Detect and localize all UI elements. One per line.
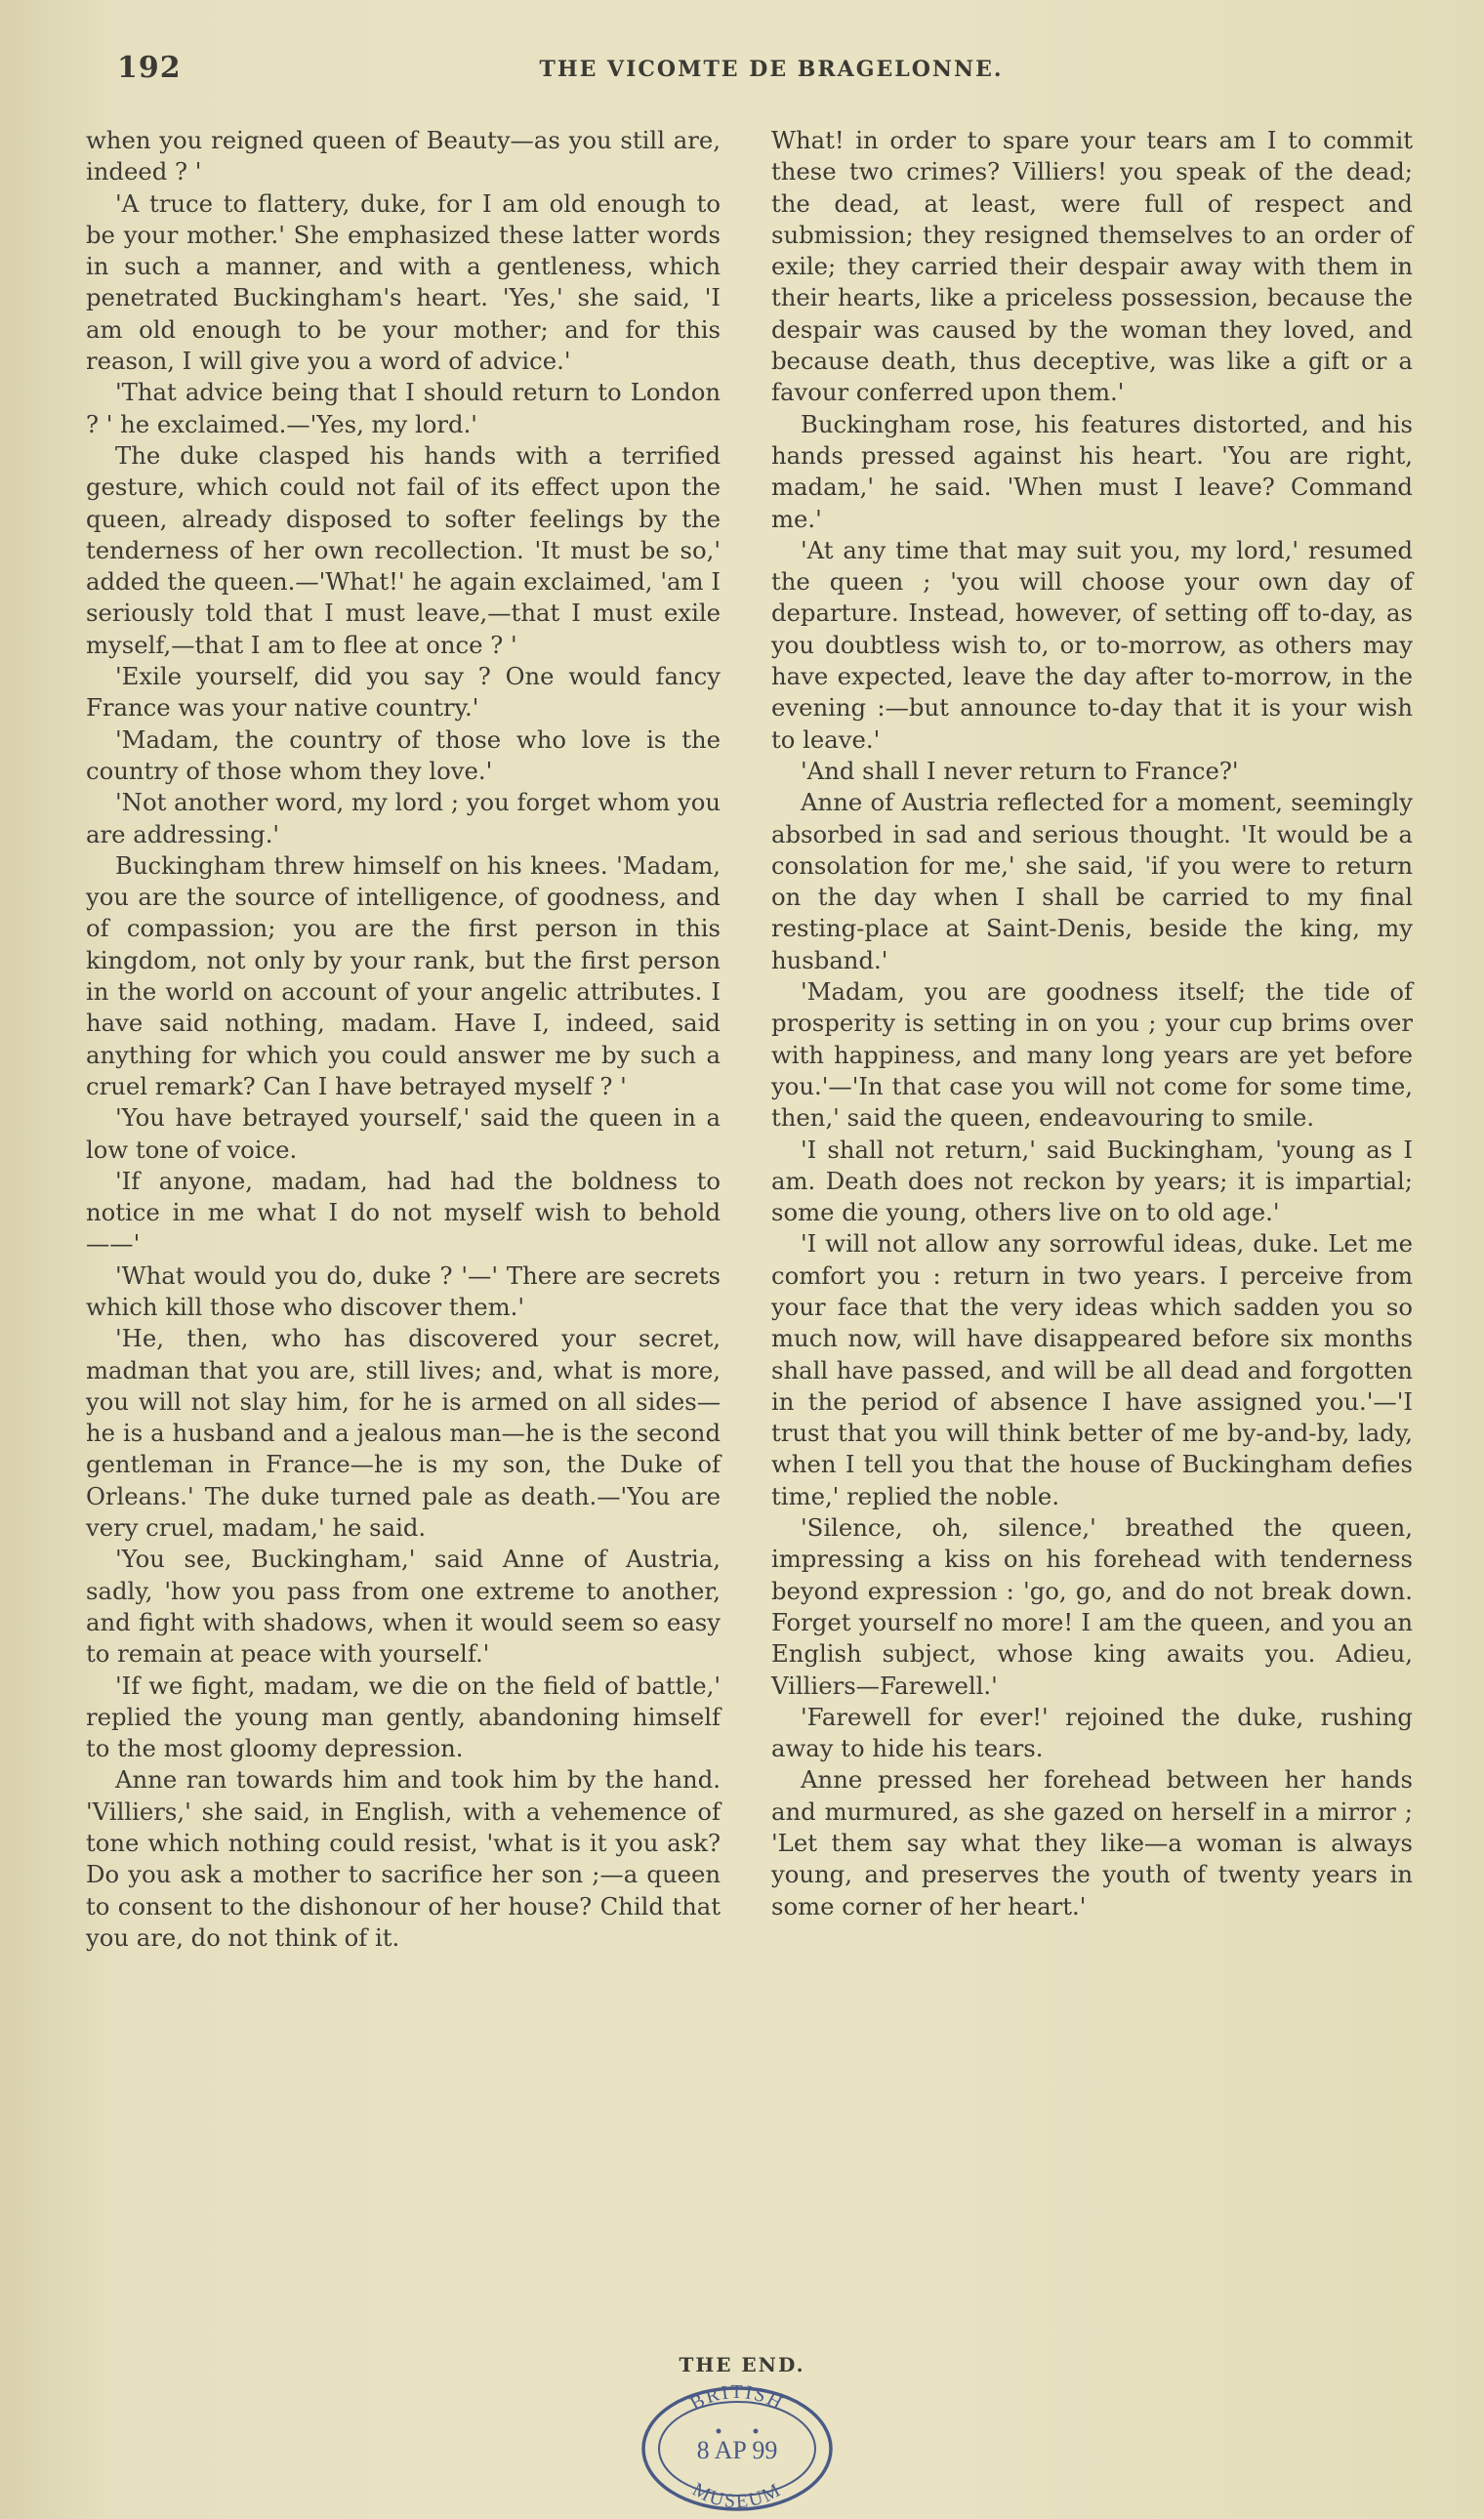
stamp-date: 8 AP 99 [696, 2436, 778, 2464]
paragraph: 'You have betrayed yourself,' said the queen in a low tone of voice. [86, 1103, 721, 1164]
paragraph: 'If anyone, madam, had had the boldness to notice in me what I do not myself wish to behold——' [86, 1166, 721, 1259]
paragraph: The duke clasped his hands with a terrified gesture, which could not fail of its effect upon the queen, already disposed to softer feelings by the tenderness of her own recollection. 'It must be so,' added the queen.—'What!' he again exclaimed, 'am I seriously told that I must leave,—that I must exile myself,—that I am to flee at once ? ' [86, 440, 721, 659]
stamp-dot-right [754, 2429, 759, 2434]
stamp-bottom-text: MUSEUM [688, 2478, 786, 2512]
paragraph: Anne pressed her forehead between her hands and murmured, as she gazed on herself in a mirror ; 'Let them say what they like—a woman is always young, and preserves the youth of twenty years in some corner of her heart.' [771, 1765, 1413, 1920]
running-title: THE VICOMTE DE BRAGELONNE. [539, 57, 1004, 82]
stamp-top-text: BRITISH [686, 2380, 788, 2416]
right-text-column [771, 125, 1413, 1922]
paragraph: 'A truce to flattery, duke, for I am old enough to be your mother.' She emphasized these latter words in such a manner, and with a gentleness, which penetrated Buckingham's heart. 'Yes,' she said, 'I am old enough to be your mother; and for this reason, I will give you a word of advice.' [86, 188, 721, 376]
paragraph: when you reigned queen of Beauty—as you still are, indeed ? ' [86, 126, 721, 186]
paragraph: 'Exile yourself, did you say ? One would fancy France was your native country.' [86, 662, 721, 723]
page-number: 192 [117, 51, 182, 85]
paragraph: 'If we fight, madam, we die on the field of battle,' replied the young man gently, abandoning himself to the most gloomy depression. [86, 1671, 721, 1763]
paragraph: 'And shall I never return to France?' [801, 756, 1239, 785]
left-text-column [86, 125, 721, 1954]
paragraph: 'Madam, you are goodness itself; the tide of prosperity is setting in on you ; your cup brims over with happiness, and many long years are yet before you.'—'In that case you will not come for some time, then,' said the queen, endeavouring to smile. [771, 977, 1413, 1133]
paragraph: 'What would you do, duke ? '—' There are secrets which kill those who discover them.' [86, 1260, 721, 1321]
the-end-label: THE END. [679, 2353, 805, 2376]
paragraph: What! in order to spare your tears am I to commit these two crimes? Villiers! you speak of the dead; the dead, at least, were full of respect and submission; they resigned themselves to an order of exile; they carried their despair away with them in their hearts, like a priceless possession, because the despair was caused by the woman they loved, and because death, thus deceptive, was like a gift or a favour conferred upon them.' [771, 126, 1413, 407]
paragraph: 'You see, Buckingham,' said Anne of Austria, sadly, 'how you pass from one extreme to another, and fight with shadows, when it would seem so easy to remain at peace with yourself.' [86, 1545, 721, 1669]
page-header [117, 51, 1425, 90]
paragraph: 'Not another word, my lord ; you forget whom you are addressing.' [86, 788, 721, 848]
paragraph: 'Madam, the country of those who love is the country of those whom they love.' [86, 724, 721, 785]
stamp-dot-left [717, 2429, 721, 2434]
paragraph: 'Silence, oh, silence,' breathed the queen, impressing a kiss on his forehead with tenderness beyond expression : 'go, go, and do not break down. Forget yourself no more! I am the queen, and you an English subject, whose king awaits you. Adieu, Villiers—Farewell.' [771, 1513, 1413, 1700]
paragraph: 'I shall not return,' said Buckingham, 'young as I am. Death does not reckon by years; it is impartial; some die young, others live on to old age.' [771, 1135, 1413, 1227]
paragraph: 'He, then, who has discovered your secret, madman that you are, still lives; and, what is more, you will not slay him, for he is armed on all sides—he is a husband and a jealous man—he is the second gentleman in France—he is my son, the Duke of Orleans.' The duke turned pale as death.—'You are very cruel, madam,' he said. [86, 1324, 721, 1543]
paragraph: Anne of Austria reflected for a moment, seemingly absorbed in sad and serious thought. 'It would be a consolation for me,' she said, 'if you were to return on the day when I shall be carried to my final resting-place at Saint-Denis, beside the king, my husband.' [771, 788, 1413, 974]
paragraph: 'I will not allow any sorrowful ideas, duke. Let me comfort you : return in two years. I perceive from your face that the very ideas which sadden you so much now, will have disappeared before six months shall have passed, and will be all dead and forgotten in the period of absence I have assigned you.'—'I trust that you will think better of me by-and-by, lady, when I tell you that the house of Buckingham defies time,' replied the noble. [771, 1229, 1413, 1510]
paragraph: 'Farewell for ever!' rejoined the duke, rushing away to hide his tears. [771, 1702, 1413, 1763]
paragraph: Buckingham threw himself on his knees. 'Madam, you are the source of intelligence, of goodness, and of compassion; you are the first person in this kingdom, not only by your rank, but the first person in the world on account of your angelic attributes. I have said nothing, madam. Have I, indeed, said anything for which you could answer me by such a cruel remark? Can I have betrayed myself ? ' [86, 850, 721, 1100]
paragraph: Buckingham rose, his features distorted, and his hands pressed against his heart. 'You are right, madam,' he said. 'When must I leave? Command me.' [771, 409, 1413, 533]
paragraph: 'That advice being that I should return to London ? ' he exclaimed.—'Yes, my lord.' [86, 378, 721, 438]
paragraph: Anne ran towards him and took him by the hand. 'Villiers,' she said, in English, with a vehemence of tone which nothing could resist, 'what is it you ask? Do you ask a mother to sacrifice her son ;—a queen to consent to the dishonour of her house? Child that you are, do not think of it. [86, 1765, 721, 1952]
paragraph: 'At any time that may suit you, my lord,' resumed the queen ; 'you will choose your own day of departure. Instead, however, of setting off to-day, as you doubtless wish to, or to-morrow, as others may have expected, leave the day after to-morrow, in the evening :—but announce to-day that it is your wish to leave.' [771, 535, 1413, 754]
british-museum-stamp [635, 2380, 840, 2512]
